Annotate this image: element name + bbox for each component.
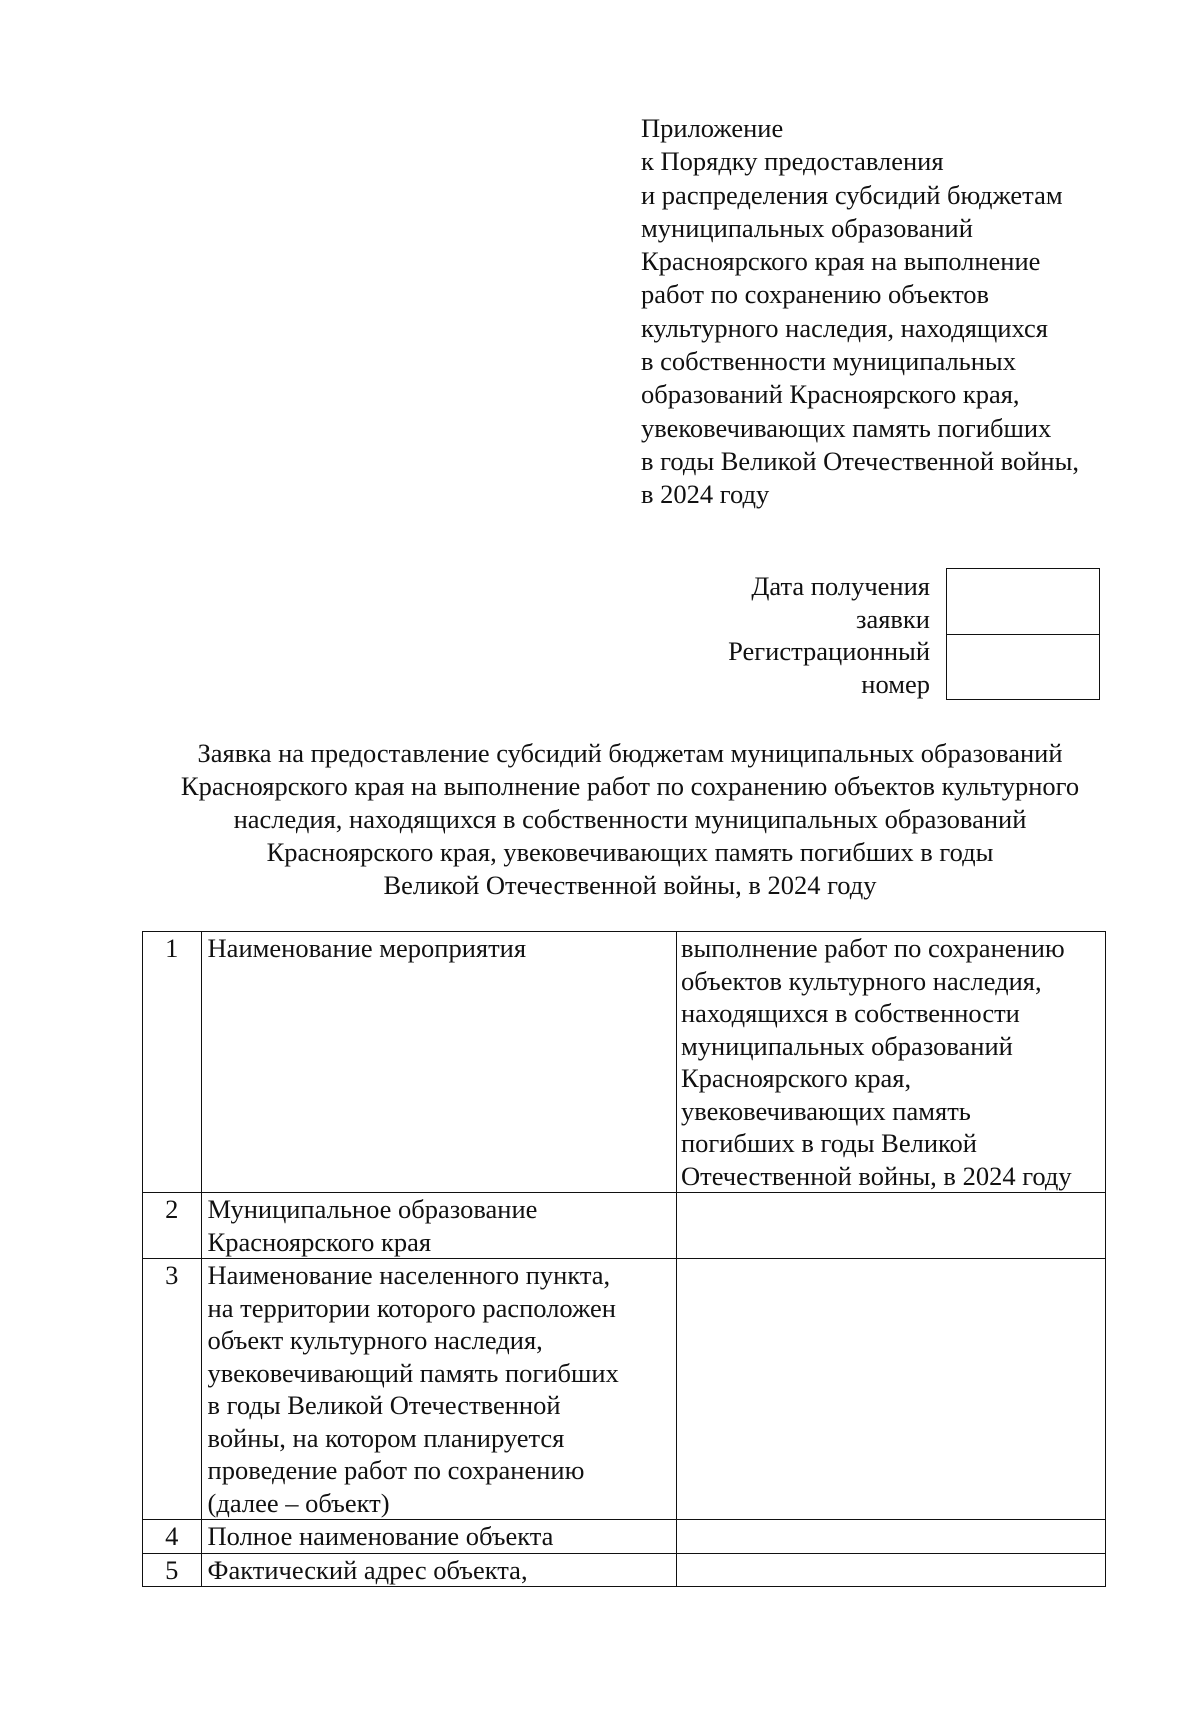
appendix-line: в собственности муниципальных: [641, 346, 1016, 377]
application-title: [130, 737, 1130, 902]
registration-number-label: [728, 635, 930, 701]
title-line: наследия, находящихся в собственности муниципальных образований: [233, 804, 1027, 834]
row-label-line: увековечивающий память погибших: [207, 1357, 619, 1388]
appendix-line: работ по сохранению объектов: [641, 279, 990, 310]
row-value[interactable]: [676, 932, 1105, 1193]
table-row: [143, 1193, 1106, 1259]
row-label-line: Красноярского края: [207, 1226, 432, 1257]
appendix-line: в 2024 году: [641, 479, 770, 510]
row-label-line: в годы Великой Отечественной: [207, 1390, 561, 1420]
table-row: [143, 932, 1106, 1193]
row-label: [201, 1520, 676, 1554]
table-row: [143, 1520, 1106, 1554]
row-value[interactable]: [676, 1193, 1105, 1259]
row-label-line: Наименование населенного пункта,: [207, 1260, 611, 1290]
date-received-label: [751, 570, 930, 636]
appendix-line: муниципальных образований: [641, 212, 973, 243]
appendix-line: Красноярского края на выполнение: [641, 246, 1041, 277]
row-label: [201, 1553, 676, 1587]
row-number: 2: [143, 1193, 202, 1259]
appendix-line: к Порядку предоставления: [641, 146, 944, 177]
row-label-line: Муниципальное образование: [207, 1194, 538, 1224]
row-number: 5: [143, 1553, 202, 1587]
table-row: [143, 1259, 1106, 1520]
row-value[interactable]: [676, 1259, 1105, 1520]
appendix-line: образований Красноярского края,: [641, 379, 1020, 410]
receipt-fields-box: [946, 568, 1100, 700]
title-line: Красноярского края, увековечивающих память погибших в годы: [266, 837, 994, 867]
registration-number-label-line: Регистрационный: [728, 636, 930, 666]
appendix-line: и распределения субсидий бюджетам: [641, 179, 1063, 210]
date-received-label-line: заявки: [856, 604, 930, 634]
title-line: Заявка на предоставление субсидий бюджетам муниципальных образований: [197, 738, 1063, 768]
row-label-line: Фактический адрес объекта,: [207, 1554, 528, 1585]
receipt-block: [600, 568, 1100, 702]
table-row: [143, 1553, 1106, 1587]
registration-number-label-line: номер: [861, 669, 930, 699]
date-received-label-line: Дата получения: [751, 571, 930, 601]
row-label-line: на территории которого расположен: [207, 1292, 616, 1323]
row-value-line: выполнение работ по сохранению: [680, 933, 1065, 963]
appendix-line: культурного наследия, находящихся: [641, 312, 1048, 343]
row-value[interactable]: [676, 1553, 1105, 1587]
row-value-line: увековечивающих память: [680, 1095, 971, 1126]
row-label-line: (далее – объект): [207, 1487, 390, 1518]
row-value-line: находящихся в собственности: [680, 998, 1020, 1028]
row-value-line: Красноярского края,: [680, 1063, 912, 1093]
row-label-line: войны, на котором планируется: [207, 1422, 565, 1453]
row-value-line: погибших в годы Великой: [680, 1128, 977, 1158]
row-label: [201, 1259, 676, 1520]
title-line: Красноярского края на выполнение работ по сохранению объектов культурного: [180, 771, 1080, 801]
appendix-header: [641, 112, 1181, 512]
row-number: 1: [143, 932, 202, 1193]
row-label-line: Наименование мероприятия: [207, 933, 527, 963]
row-value[interactable]: [676, 1520, 1105, 1554]
row-value-line: объектов культурного наследия,: [680, 965, 1042, 996]
title-line: Великой Отечественной войны, в 2024 году: [383, 870, 877, 900]
row-label-line: Полное наименование объекта: [207, 1521, 554, 1551]
row-label: [201, 932, 676, 1193]
row-value-line: муниципальных образований: [680, 1030, 1013, 1061]
application-form-table: [142, 931, 1106, 1587]
row-number: 3: [143, 1259, 202, 1520]
row-value-line: Отечественной войны, в 2024 году: [680, 1160, 1072, 1191]
row-label-line: проведение работ по сохранению: [207, 1455, 585, 1485]
row-label: [201, 1193, 676, 1259]
date-received-field[interactable]: [947, 569, 1099, 634]
appendix-line: в годы Великой Отечественной войны,: [641, 445, 1080, 476]
row-number: 4: [143, 1520, 202, 1554]
registration-number-field[interactable]: [947, 635, 1099, 699]
row-label-line: объект культурного наследия,: [207, 1325, 543, 1355]
appendix-line: Приложение: [641, 113, 784, 143]
appendix-line: увековечивающих память погибших: [641, 412, 1052, 443]
